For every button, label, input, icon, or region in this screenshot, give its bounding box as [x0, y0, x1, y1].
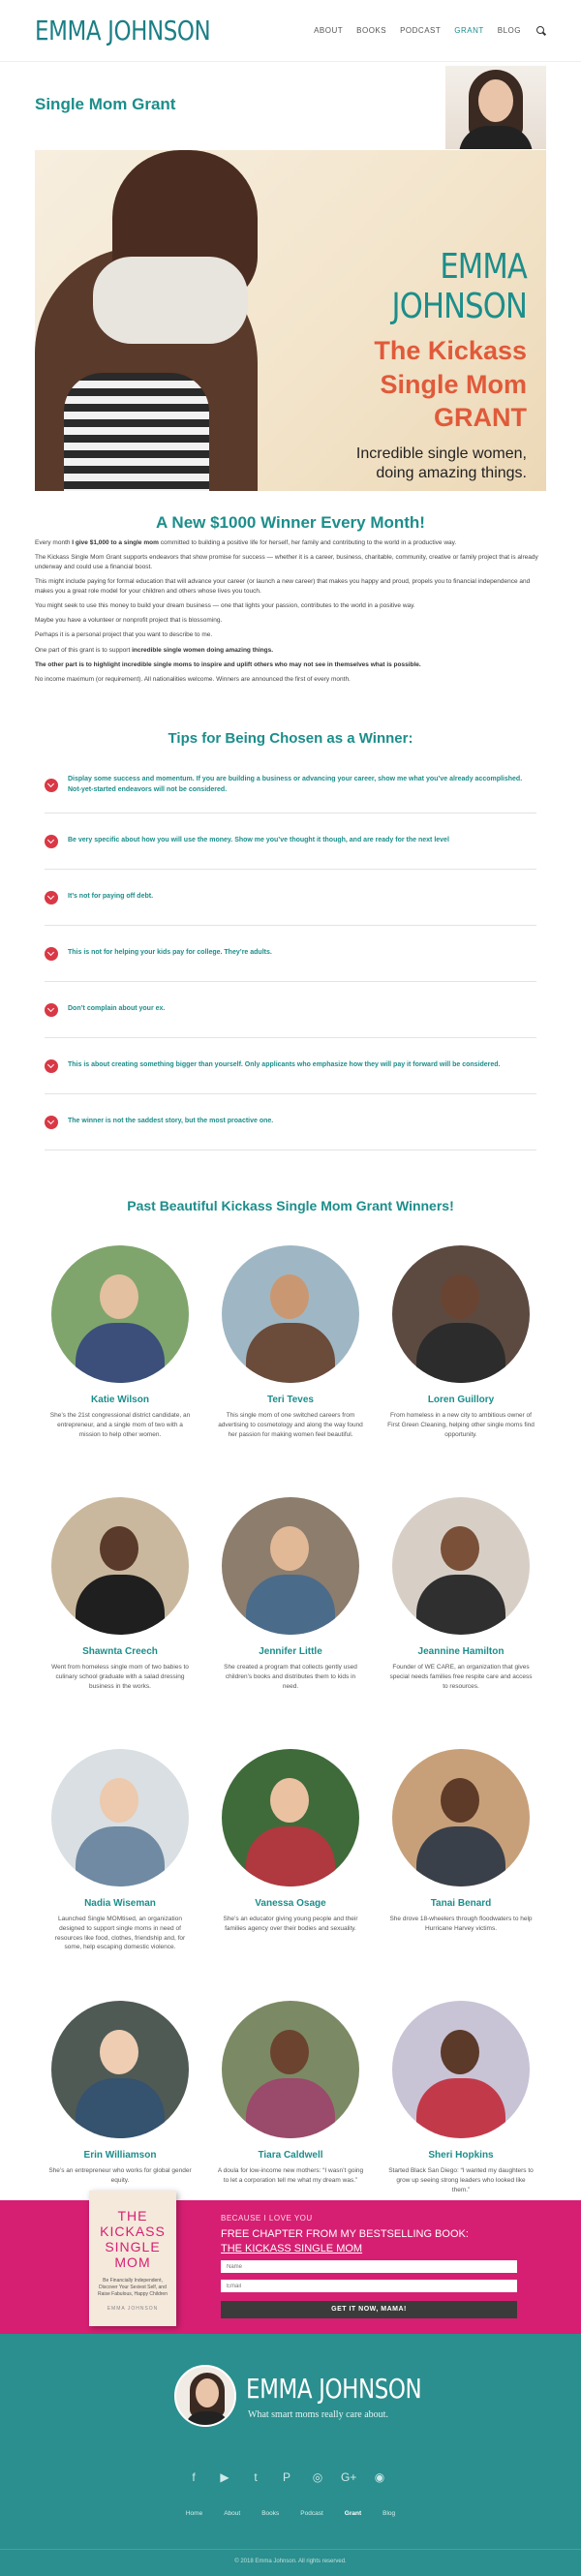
winner-photo[interactable] — [392, 1749, 530, 1886]
book-cover[interactable] — [89, 2191, 176, 2326]
footer-tagline: What smart moms really care about. — [248, 2409, 388, 2420]
check-circle-icon — [45, 891, 58, 905]
hero-grant-line-2: Single Mom — [380, 369, 527, 399]
intro-body — [35, 538, 546, 690]
footer-nav-about[interactable]: About — [224, 2510, 241, 2517]
winner-card — [35, 1497, 205, 1749]
footer-nav-books[interactable]: Books — [261, 2510, 280, 2517]
check-circle-icon — [45, 1003, 58, 1017]
book-author: EMMA JOHNSON — [107, 2306, 159, 2313]
winner-description: A doula for low-income new mothers: “I wasn’t going to let a corporation tell me what my dream was.” — [217, 2167, 364, 2184]
winner-photo[interactable] — [222, 1749, 359, 1886]
winners-grid — [35, 1245, 546, 2253]
nav-item-blog[interactable]: BLOG — [497, 26, 521, 35]
check-circle-icon — [45, 947, 58, 961]
intro-paragraph: Perhaps it is a personal project that you want to describe to me. — [35, 631, 213, 639]
winner-photo[interactable] — [222, 1497, 359, 1635]
promo-headline: FREE CHAPTER FROM MY BESTSELLING BOOK: THE KICKASS SINGLE MOM — [221, 2228, 469, 2254]
tips-heading: Tips for Being Chosen as a Winner: — [168, 730, 413, 747]
winner-name: Loren Guillory — [427, 1395, 495, 1405]
intro-paragraph: This might include paying for formal education that will advance your career (or launch a new career) that makes you happy and proud, propels you to financial independence and makes you a great role model for your children and others whose lives you touch. — [35, 578, 531, 596]
tip-item — [45, 870, 536, 926]
nav-item-about[interactable]: ABOUT — [314, 26, 344, 35]
author-headshot — [445, 66, 546, 149]
book-promo-banner — [0, 2200, 581, 2334]
facebook-icon[interactable]: f — [192, 2470, 196, 2484]
intro-paragraph: One part of this grant is to support incredible single women doing amazing things. — [35, 646, 273, 654]
winner-photo[interactable] — [392, 1497, 530, 1635]
copyright: © 2018 Emma Johnson. All rights reserved. — [234, 2559, 347, 2564]
site-footer — [0, 2334, 581, 2576]
winner-photo[interactable] — [51, 2001, 189, 2138]
search-icon[interactable] — [536, 26, 546, 36]
winner-name: Shawnta Creech — [82, 1646, 158, 1657]
winner-photo[interactable] — [392, 1245, 530, 1383]
footer-logo[interactable]: EMMA JOHNSON — [246, 2373, 422, 2405]
page-title: Single Mom Grant — [35, 95, 176, 113]
check-circle-icon — [45, 835, 58, 848]
intro-paragraph: Maybe you have a volunteer or nonprofit project that is blossoming. — [35, 617, 223, 625]
intro-paragraph: The Kickass Single Mom Grant supports endeavors that show promise for success — whether it is a career, business, charitable, community, creative or family project that is already underway and could use a financial boost. — [35, 554, 538, 571]
winner-description: This single mom of one switched careers from advertising to cosmetology and along the way found her passion for making women feel beautiful. — [218, 1412, 363, 1438]
winner-name: Katie Wilson — [91, 1395, 149, 1405]
google-plus-icon[interactable]: G+ — [341, 2470, 357, 2484]
nav-item-grant[interactable]: GRANT — [454, 26, 484, 35]
tip-item — [45, 1038, 536, 1094]
winners-heading: Past Beautiful Kickass Single Mom Grant Winners! — [127, 1198, 454, 1213]
promo-book-link[interactable]: THE KICKASS SINGLE MOM — [221, 2242, 363, 2254]
tip-item — [45, 757, 536, 813]
footer-nav-podcast[interactable]: Podcast — [300, 2510, 323, 2517]
pinterest-icon[interactable]: P — [282, 2470, 290, 2484]
winner-description: Launched Single MOMtised, an organization designed to support single moms in need of resources like food, clothes, friendship and, for some, help escaping domestic violence. — [54, 1916, 186, 1951]
winner-description: She’s an entrepreneur who works for global gender equity. — [48, 2167, 192, 2184]
winner-card — [376, 1245, 546, 1497]
tips-list — [45, 757, 536, 1150]
youtube-icon[interactable]: ▶ — [220, 2470, 229, 2484]
winner-name: Sheri Hopkins — [428, 2150, 494, 2161]
title-row — [0, 62, 581, 149]
promo-kicker: BECAUSE I LOVE YOU — [221, 2214, 313, 2223]
book-subtitle: Be Financially Independent, Discover Your Sexiest Self, and Raise Fabulous, Happy Children — [98, 2278, 168, 2298]
get-chapter-button[interactable]: GET IT NOW, MAMA! — [221, 2301, 517, 2318]
tip-text: It’s not for paying off debt. — [68, 893, 154, 901]
winner-description: Founder of WE CARE, an organization that gives special needs families free respite care and access to resources. — [389, 1664, 533, 1690]
podcast-icon[interactable]: ◉ — [374, 2470, 385, 2484]
hero-tagline-line-1: Incredible single women, — [355, 445, 527, 462]
tip-text: Display some success and momentum. If you are building a business or advancing your career, show me what you’ve already accomplished. Not-yet-started endeavors will not be considered. — [68, 776, 523, 793]
nav-item-books[interactable]: BOOKS — [356, 26, 387, 35]
winner-photo[interactable] — [51, 1245, 189, 1383]
winner-card — [376, 1497, 546, 1749]
tip-item — [45, 982, 536, 1038]
winner-description: From homeless in a new city to ambitious owner of First Green Cleaning, helping other single moms find opportunity. — [387, 1412, 535, 1438]
winner-name: Tanai Benard — [430, 1898, 492, 1909]
hero-brand-name: EMMA JOHNSON — [391, 247, 527, 326]
tip-text: This is not for helping your kids pay for college. They’re adults. — [68, 949, 272, 957]
hero-grant-title — [275, 334, 527, 435]
site-header — [0, 0, 581, 62]
site-logo[interactable]: EMMA JOHNSON — [35, 15, 211, 46]
winner-photo[interactable] — [51, 1749, 189, 1886]
hero-grant-line-3: GRANT — [434, 403, 527, 433]
winner-description: She’s an educator giving young people and their families agency over their bodies and sexuality. — [223, 1916, 358, 1932]
hero-grant-line-1: The Kickass — [374, 336, 527, 365]
winner-name: Tiara Caldwell — [258, 2150, 323, 2161]
winner-photo[interactable] — [51, 1497, 189, 1635]
check-circle-icon — [45, 1059, 58, 1073]
intro-paragraph: You might seek to use this money to build your dream business — one that lights your passion, contributes to the world in a positive way. — [35, 602, 415, 610]
winner-name: Vanessa Osage — [255, 1898, 326, 1909]
winner-description: She drove 18-wheelers through floodwaters to help Hurricane Harvey victims. — [389, 1916, 533, 1932]
winner-description: Started Black San Diego: “I wanted my daughters to grow up seeing strong leaders who looked like them.” — [388, 2167, 534, 2193]
name-field[interactable] — [221, 2260, 517, 2273]
winner-card — [205, 1749, 376, 2001]
hero-tagline-line-2: doing amazing things. — [376, 464, 527, 481]
winner-card — [376, 1749, 546, 2001]
intro-paragraph: The other part is to highlight incredible single moms to inspire and uplift others who may not see in themselves what is possible. — [35, 660, 421, 668]
winner-card — [35, 1245, 205, 1497]
footer-nav-blog[interactable]: Blog — [382, 2510, 396, 2517]
tip-text: Be very specific about how you will use the money. Show me you’ve thought it though, and are ready for the next level — [68, 837, 449, 844]
tip-item — [45, 926, 536, 982]
winner-photo[interactable] — [392, 2001, 530, 2138]
footer-avatar — [174, 2365, 236, 2427]
social-links — [186, 2469, 387, 2485]
winner-card — [35, 1749, 205, 2001]
intro-heading: A New $1000 Winner Every Month! — [156, 513, 425, 532]
winner-card — [205, 1497, 376, 1749]
check-circle-icon — [45, 1116, 58, 1129]
hero-tagline — [275, 445, 527, 483]
hero-text — [275, 247, 527, 483]
footer-nav — [0, 2510, 581, 2517]
footer-nav-grant[interactable]: Grant — [344, 2510, 362, 2517]
winner-name: Nadia Wiseman — [84, 1898, 156, 1909]
check-circle-icon — [45, 779, 58, 792]
footer-nav-home[interactable]: Home — [185, 2510, 203, 2517]
winner-name: Erin Williamson — [83, 2150, 157, 2161]
tip-text: The winner is not the saddest story, but the most proactive one. — [68, 1118, 274, 1125]
twitter-icon[interactable]: t — [254, 2470, 258, 2484]
tip-item — [45, 813, 536, 870]
intro-paragraph: No income maximum (or requirement). All nationalities welcome. Winners are announced the first of every month. — [35, 675, 351, 683]
tip-text: Don’t complain about your ex. — [68, 1005, 166, 1013]
winner-name: Jennifer Little — [259, 1646, 322, 1657]
email-field[interactable] — [221, 2280, 517, 2292]
tip-text: This is about creating something bigger than yourself. Only applicants who emphasize how they will pay it forward will be considered. — [68, 1061, 501, 1069]
winner-name: Teri Teves — [267, 1395, 314, 1405]
instagram-icon[interactable]: ◎ — [312, 2470, 323, 2484]
book-title: THE KICKASS SINGLE MOM — [100, 2208, 166, 2271]
footer-divider — [0, 2549, 581, 2550]
winner-description: She created a program that collects gently used children’s books and distributes them to kids in need. — [224, 1664, 357, 1690]
tip-item — [45, 1094, 536, 1150]
nav-item-podcast[interactable]: PODCAST — [400, 26, 442, 35]
winner-description: She’s the 21st congressional district candidate, an entrepreneur, and a single mom of two with a mission to help other women. — [49, 1412, 191, 1438]
main-nav — [314, 26, 546, 36]
hero-banner — [35, 150, 546, 491]
winner-name: Jeannine Hamilton — [417, 1646, 505, 1657]
winner-card — [205, 1245, 376, 1497]
intro-paragraph: Every month I give $1,000 to a single mom committed to building a positive life for herself, her family and contributing to the world in a productive way. — [35, 539, 457, 546]
winner-photo[interactable] — [222, 1245, 359, 1383]
winner-photo[interactable] — [222, 2001, 359, 2138]
winner-description: Went from homeless single mom of two babies to culinary school graduate with a salad dressing business in the works. — [51, 1664, 189, 1690]
